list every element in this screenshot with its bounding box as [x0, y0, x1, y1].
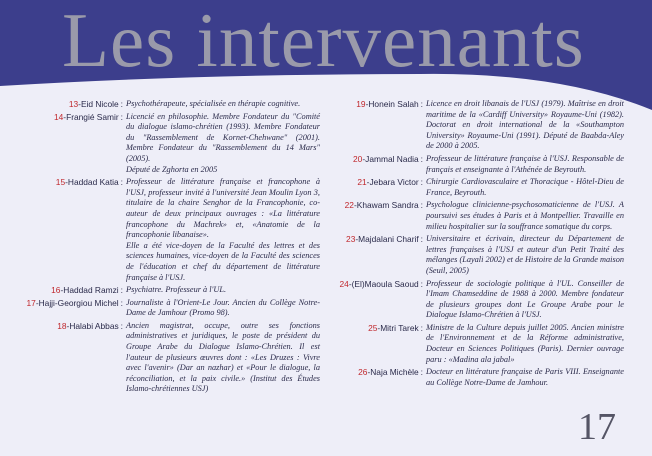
speaker-entry [326, 177, 624, 198]
number-dash: - [362, 153, 366, 164]
name-separator: : [420, 322, 423, 333]
speaker-name [326, 99, 426, 110]
speaker-entry [326, 367, 624, 388]
left-column [8, 99, 320, 397]
name-separator: : [120, 285, 123, 296]
speaker-entry [326, 200, 624, 232]
speaker-name [8, 99, 126, 110]
speaker-name-text: Hajji-Georgiou Michel [38, 297, 119, 308]
speaker-bio [426, 234, 624, 276]
bio-paragraph: Licence en droit libanais de l'USJ (1979). Maîtrise en droit maritime de la «Cardiff University» Royaume-Uni (1982). Doctorat en droit international de la «Southampton University» Royaume-Uni (1991). Député de Baabda-Aley de 2000 à 2005. [426, 99, 624, 151]
bio-paragraph: Chirurgie Cardiovasculaire et Thoracique - Hôtel-Dieu de France, Beyrouth. [426, 177, 624, 197]
bio-paragraph: Ministre de la Culture depuis juillet 2005. Ancien ministre de l'Environnement et de la Réforme administrative, Docteur en Sciences Politiques (Paris). Dernier ouvrage paru : «Madina ala jabal» [426, 322, 624, 364]
bio-paragraph: Docteur en littérature française de Paris VIII. Enseignante au Collège Notre-Dame de Jamhour. [426, 367, 624, 387]
speaker-entry [8, 177, 320, 283]
speaker-number: 21 [357, 177, 367, 188]
bio-paragraph: Universitaire et écrivain, directeur du Département de lettres françaises à l'USJ et auteur d'un Petit Traité des mélanges (Layali 2002) et de Histoire de la Grande maison (Seuil, 2005) [426, 234, 624, 275]
speaker-name-text: Haddad Ramzi [63, 285, 119, 296]
speaker-number: 26 [358, 367, 368, 378]
number-dash: - [377, 322, 381, 333]
name-separator: : [420, 153, 423, 164]
speaker-entry [326, 99, 624, 152]
bio-paragraph: Psychothérapeute, spécialisée en thérapie cognitive. [126, 99, 301, 108]
bio-paragraph: Ancien magistrat, occupe, outre ses fonctions administratives et juridiques, le poste de président du Groupe Arabe du Dialogue Islamo-Chrétien. Il est l'auteur de plusieurs œuvres dont : «Les Druzes : Vivre avec l'avenir» (Dar an nazhar) et «Pour le dialogue, la réconciliation, et la paix civile.» (Institut des Études Islamo-chrétiennes USJ) [126, 320, 320, 394]
bio-paragraph: Elle a été vice-doyen de la Faculté des lettres et des sciences humaines, vice-doyen de la Faculté des sciences de l'éducation et chef du département de littérature française à l'USJ. [126, 240, 320, 282]
speaker-bio [126, 321, 320, 395]
speaker-name [326, 154, 426, 165]
speaker-name-text: (El)Maoula Saoud [351, 278, 419, 289]
bio-paragraph: Professeur de littérature française à l'USJ. Responsable de français et enseignante à l'Athénée de Beyrouth. [426, 153, 624, 174]
speaker-name [326, 367, 426, 378]
speaker-entry [326, 323, 624, 365]
speaker-name [8, 177, 126, 188]
speaker-number: 20 [353, 153, 363, 164]
name-separator: : [420, 234, 423, 245]
speaker-entry [326, 154, 624, 175]
name-separator: : [120, 320, 123, 331]
speaker-number: 22 [344, 200, 354, 211]
number-dash: - [78, 99, 81, 109]
speaker-entry [8, 298, 320, 319]
speaker-name-text: Haddad Katia [67, 177, 119, 188]
speaker-bio [426, 279, 624, 321]
speaker-bio [126, 285, 320, 296]
number-dash: - [60, 285, 64, 296]
speaker-number: 19 [356, 99, 366, 109]
speaker-entry [8, 285, 320, 296]
number-dash: - [365, 99, 369, 109]
name-separator: : [420, 278, 423, 289]
bio-paragraph: Psychiatre. Professeur à l'UL. [126, 285, 227, 295]
name-separator: : [420, 177, 423, 188]
speaker-name [326, 323, 426, 334]
speaker-name-text: Naja Michèle [370, 367, 419, 378]
speaker-name-text: Majdalani Charif [358, 234, 419, 245]
bio-paragraph: Psychologue clinicienne-psychosomaticienne de l'USJ. A poursuivi ses études à Paris et à Montpellier. Travaille en milieu hospitalier sur la souffrance somatique du corps. [426, 200, 624, 231]
number-dash: - [355, 234, 359, 245]
name-separator: : [120, 177, 123, 188]
speaker-name-text: Jammal Nadia [365, 153, 419, 164]
number-dash: - [348, 278, 352, 289]
speaker-number: 24 [339, 278, 349, 289]
speaker-bio [126, 112, 320, 176]
speaker-entry [8, 112, 320, 176]
name-separator: : [120, 297, 123, 308]
number-dash: - [353, 200, 357, 211]
speaker-number: 25 [368, 322, 378, 333]
name-separator: : [420, 367, 423, 378]
speaker-entry [8, 321, 320, 395]
speaker-number: 15 [55, 177, 66, 188]
speaker-number: 23 [346, 234, 356, 245]
speaker-name [8, 298, 126, 309]
speaker-name-text: Honein Salah [368, 99, 419, 109]
bio-paragraph: Journaliste à l'Orient-Le Jour. Ancien du Collège Notre-Dame de Jamhour (Promo 98). [126, 297, 320, 318]
speaker-name [326, 177, 426, 188]
speaker-number: 16 [51, 285, 61, 296]
speaker-name [326, 279, 426, 290]
speaker-name [8, 321, 126, 332]
name-separator: : [420, 200, 423, 211]
speaker-entry [326, 279, 624, 321]
bio-paragraph: Professeur de sociologie politique à l'UL. Conseiller de l'Imam Chamseddine de 1988 à 2000. Membre fondateur de plusieurs groupes dont Le Groupe Arabe pour le Dialogue Islamo-Chrétien à l'USJ. [426, 278, 624, 320]
speaker-name [326, 234, 426, 245]
name-separator: : [120, 99, 123, 109]
speaker-name-text: Jebara Victor [369, 177, 419, 188]
number-dash: - [65, 177, 68, 188]
name-separator: : [120, 111, 123, 122]
speaker-bio [126, 298, 320, 319]
speaker-name-text: Khawam Sandra [356, 200, 419, 211]
number-dash: - [63, 111, 67, 122]
speaker-name [326, 200, 426, 211]
speaker-name-text: Frangié Samir [66, 111, 119, 122]
bio-paragraph: Député de Zghorta en 2005 [126, 164, 218, 174]
speaker-number: 14 [53, 111, 64, 122]
speaker-name-text: Mitri Tarek [380, 322, 419, 333]
speaker-bio [426, 323, 624, 365]
number-dash: - [66, 320, 70, 331]
number-dash: - [35, 297, 39, 308]
bio-paragraph: Licencié en philosophie. Membre Fondateur du "Comité du dialogue islamo-chrétien (1993). Membre Fondateur du "Rassemblement de Kornet-Chehwane" (2001). Membre Fondateur du "Rassemblement du 14 Mars" (2005). [126, 111, 320, 163]
speaker-name [8, 112, 126, 123]
bio-paragraph: Professeur de littérature française et francophone à l'USJ, professeur invité à l'université Jean Moulin Lyon 3, titulaire de la chaire Senghor de la Francophonie, co-auteur de deux principaux ouvrages : «La littérature francophone du Machrek» et, «Anatomie de la francophonie libanaise». [126, 177, 320, 240]
speaker-entry [8, 99, 320, 110]
page-title: Les intervenants [62, 0, 585, 83]
speaker-name [8, 285, 126, 296]
speaker-bio [426, 200, 624, 232]
speaker-name-text: Eid Nicole [80, 99, 119, 109]
page-number: 17 [578, 406, 616, 448]
number-dash: - [366, 177, 370, 188]
speaker-bio [426, 154, 624, 175]
speaker-name-text: Halabi Abbas [69, 320, 119, 331]
speaker-bio [126, 177, 320, 283]
speaker-number: 18 [57, 320, 67, 331]
speaker-number: 17 [26, 297, 36, 308]
speaker-bio [126, 99, 320, 110]
speaker-number: 13 [68, 99, 79, 109]
number-dash: - [367, 367, 371, 378]
speaker-bio [426, 177, 624, 198]
speaker-entry [326, 234, 624, 276]
speaker-bio [426, 99, 624, 152]
name-separator: : [420, 99, 423, 109]
speaker-bio [426, 367, 624, 388]
right-column [326, 99, 624, 390]
